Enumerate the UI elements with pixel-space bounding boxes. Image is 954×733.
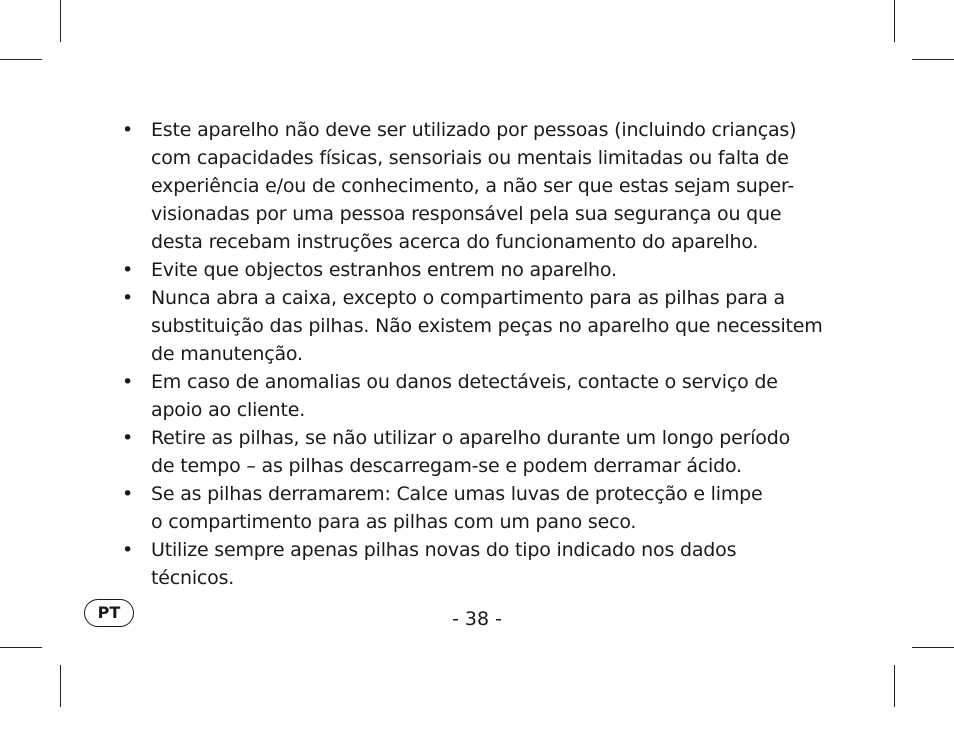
bullet-line: o compartimento para as pilhas com um pano seco. [151,511,637,533]
bullet-symbol: • [122,539,134,561]
bullet-item [120,480,840,536]
bullet-symbol: • [122,427,134,449]
bullet-line: visionadas por uma pessoa responsável pela sua segurança ou que [151,203,782,225]
bullet-line: Nunca abra a caixa, excepto o compartimento para as pilhas para a [151,287,785,309]
bullet-line: Utilize sempre apenas pilhas novas do tipo indicado nos dados [151,539,737,561]
bullet-item [120,368,840,424]
bullet-line: de manutenção. [151,343,303,365]
bullet-symbol: • [122,259,134,281]
crop-mark-top-right-horizontal [912,59,954,60]
bullet-line: Este aparelho não deve ser utilizado por pessoas (incluindo crianças) [151,119,797,141]
bullet-line: técnicos. [151,567,235,589]
bullet-line: apoio ao cliente. [151,399,306,421]
bullet-line: Retire as pilhas, se não utilizar o aparelho durante um longo período [151,427,790,449]
crop-mark-bottom-right-vertical [894,665,895,707]
page-number: - 38 - [452,608,502,630]
crop-mark-top-left-vertical [60,0,61,42]
bullet-item [120,256,840,284]
bullet-item [120,284,840,368]
bullet-line: experiência e/ou de conhecimento, a não ser que estas sejam super- [151,175,795,197]
bullet-line: Evite que objectos estranhos entrem no aparelho. [151,259,617,281]
crop-mark-bottom-right-horizontal [912,647,954,648]
safety-instructions [120,116,840,592]
bullet-line: desta recebam instruções acerca do funcionamento do aparelho. [151,231,759,253]
bullet-symbol: • [122,483,134,505]
crop-mark-top-left-horizontal [0,59,42,60]
crop-mark-bottom-left-horizontal [0,647,42,648]
bullet-line: com capacidades físicas, sensoriais ou mentais limitadas ou falta de [151,147,789,169]
bullet-line: substituição das pilhas. Não existem peças no aparelho que necessitem [151,315,823,337]
bullet-symbol: • [122,371,134,393]
bullet-symbol: • [122,119,134,141]
safety-bullet-list [120,116,840,592]
bullet-item [120,536,840,592]
crop-mark-bottom-left-vertical [60,665,61,707]
bullet-item [120,424,840,480]
bullet-symbol: • [122,287,134,309]
bullet-item [120,116,840,256]
bullet-line: Em caso de anomalias ou danos detectáveis, contacte o serviço de [151,371,778,393]
language-badge: PT [84,599,134,627]
bullet-line: de tempo – as pilhas descarregam-se e podem derramar ácido. [151,455,742,477]
bullet-line: Se as pilhas derramarem: Calce umas luvas de protecção e limpe [151,483,763,505]
crop-mark-top-right-vertical [894,0,895,42]
